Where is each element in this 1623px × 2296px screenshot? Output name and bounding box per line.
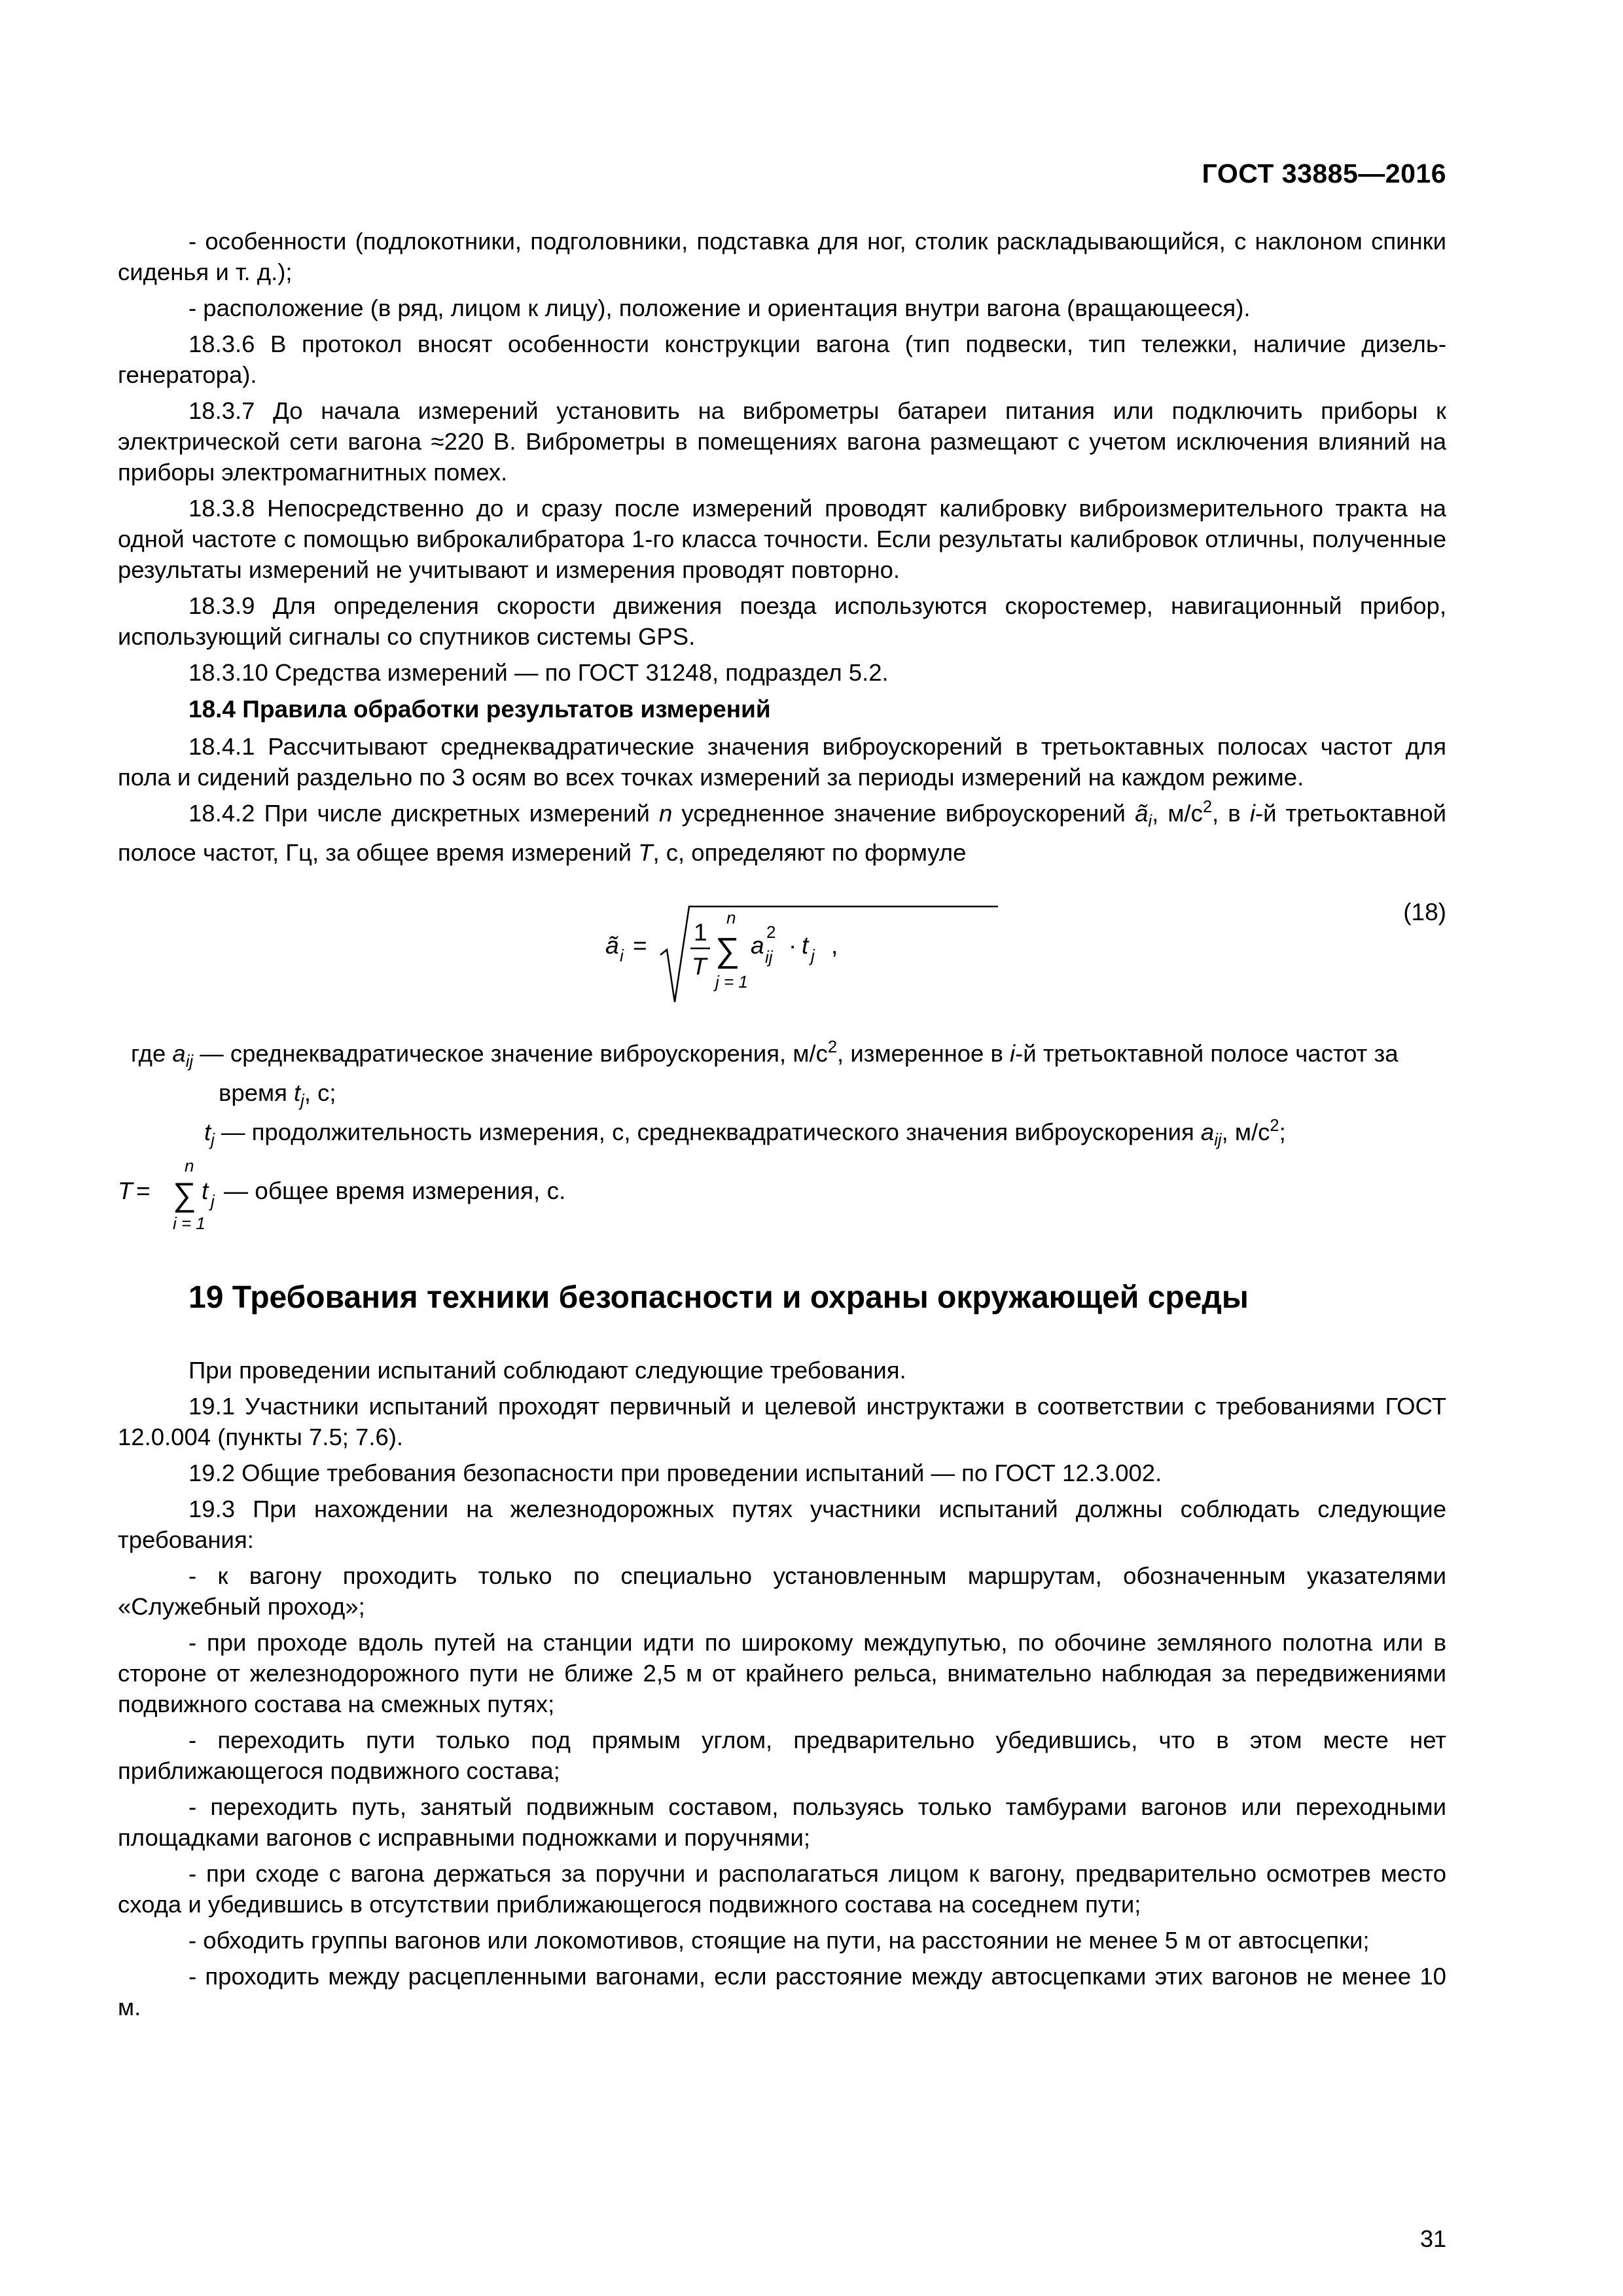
- paragraph-18-3-9: 18.3.9 Для определения скорости движения поезда используются скоростемер, навигационный прибор, использующий сигналы со спутников системы GPS.: [118, 592, 1446, 650]
- paragraph-18-3-10: 18.3.10 Средства измерений — по ГОСТ 31248, подраздел 5.2.: [188, 659, 889, 686]
- total-time-text: — общее время измерения, с.: [224, 1177, 566, 1204]
- definition-aij: где $a_{ij}$ — среднеквадратическое значение виброускорения, $м/с^2$, измеренное в i-й третьоктавной полосе частот за время $t_j$, с;: [131, 1038, 1399, 1110]
- paragraph-19-3: 19.3 При нахождении на железнодорожных путях участники испытаний должны соблюдать следующие требования:: [118, 1496, 1446, 1553]
- total-t-sub: j: [211, 1191, 215, 1211]
- paragraph-18-3-8: 18.3.8 Непосредственно до и сразу после измерений проводят калибровку виброизмерительного тракта на одной частоте с помощью виброкалибратора 1-го класса точности. Если результаты калибровок отличны, полученные результаты измерений не учитывают и измерения проводят повторно.: [118, 495, 1446, 583]
- list-item: - переходить путь, занятый подвижным составом, пользуясь только тамбурами вагонов или переходными площадками вагонов с исправными подножками и поручнями;: [118, 1793, 1446, 1851]
- formula-term-sub: ij: [765, 947, 773, 967]
- rms-formula: [605, 897, 1011, 1012]
- formula-dot: ·: [789, 932, 797, 959]
- total-time-formula: [118, 1158, 707, 1230]
- formula-equals: =: [633, 932, 647, 959]
- list-item: - к вагону проходить только по специально установленным маршрутам, обозначенным указателями «Служебный проход»;: [118, 1562, 1446, 1620]
- paragraph-18-3-7: 18.3.7 До начала измерений установить на виброметры батареи питания или подключить приборы к электрической сети вагона ≈220 В. Виброметры в помещениях вагона размещают с учетом исключения влияний на приборы электромагнитных помех.: [118, 397, 1446, 486]
- list-item: - переходить пути только под прямым углом, предварительно убедившись, что в этом месте нет приближающегося подвижного состава;: [118, 1727, 1446, 1784]
- list-item: - при сходе с вагона держаться за поручни и располагаться лицом к вагону, предварительно осмотрев место схода и убедившись в отсутствии приближающегося подвижного состава на соседнем пути;: [118, 1860, 1446, 1918]
- paragraph: При проведении испытаний соблюдают следующие требования.: [188, 1357, 906, 1384]
- paragraph-19-2: 19.2 Общие требования безопасности при проведении испытаний — по ГОСТ 12.3.002.: [188, 1460, 1162, 1486]
- list-item: - проходить между расцепленными вагонами, если расстояние между автосцепками этих вагонов не менее 10 м.: [118, 1963, 1446, 2020]
- paragraph: - особенности (подлокотники, подголовники, подставка для ног, столик раскладывающийся, с наклоном спинки сиденья и т. д.);: [118, 228, 1446, 285]
- formula-t-sub: j: [811, 946, 815, 965]
- equation-number: (18): [1403, 899, 1446, 925]
- paragraph: - расположение (в ряд, лицом к лицу), положение и ориентация внутри вагона (вращающееся).: [188, 295, 1251, 321]
- document-body: [118, 226, 1446, 2028]
- section-18-4-heading: 18.4 Правила обработки результатов измерений: [188, 696, 771, 723]
- total-sum-lower: i = 1: [173, 1213, 205, 1230]
- formula-frac-num: 1: [694, 919, 707, 946]
- total-sum-upper: n: [185, 1158, 194, 1175]
- formula-lhs: ã: [605, 932, 619, 959]
- formula-t: t: [802, 932, 809, 959]
- formula-term: a: [751, 932, 764, 959]
- total-t: t: [202, 1177, 209, 1204]
- total-sigma: ∑: [173, 1176, 196, 1213]
- list-item: - обходить группы вагонов или локомотивов, стоящие на пути, на расстоянии не менее 5 м от автосцепки;: [188, 1927, 1370, 1954]
- total-time-T: T: [118, 1177, 133, 1204]
- sum-upper-limit: n: [726, 908, 736, 927]
- formula-comma: ,: [831, 932, 838, 959]
- formula-frac-den: T: [692, 953, 707, 980]
- sum-lower-limit: j = 1: [715, 972, 748, 992]
- paragraph-18-3-6: 18.3.6 В протокол вносят особенности конструкции вагона (тип подвески, тип тележки, наличие дизель-генератора).: [118, 331, 1446, 388]
- sigma-symbol: ∑: [715, 931, 740, 969]
- formula-term-sup: 2: [766, 922, 776, 942]
- list-item: - при проходе вдоль путей на станции идти по широкому междупутью, по обочине земляного полотна или в стороне от железнодорожного пути не ближе 2,5 м от крайнего рельса, внимательно наблюдая за передвижениями подвижного состава на смежных путях;: [118, 1629, 1446, 1717]
- definition-T: [118, 1158, 1446, 1230]
- formula-18: [118, 897, 1446, 1012]
- sqrt-radical: [660, 906, 998, 1002]
- document-number-header: ГОСТ 33885—2016: [1202, 158, 1446, 188]
- paragraph-18-4-1: 18.4.1 Рассчитывают среднеквадратические значения виброускорений в третьоктавных полосах частот для пола и сидений раздельно по 3 осям во всех точках измерений за периоды измерений на каждом режиме.: [118, 733, 1446, 791]
- formula-definitions: [118, 1038, 1446, 1230]
- formula-lhs-sub: i: [620, 946, 624, 965]
- page-number: 31: [1419, 2225, 1446, 2252]
- paragraph-18-4-2: 18.4.2 При числе дискретных измерений n усредненное значение виброускорений $ã_i$, $м/с^2$, в i-й третьоктавной полосе частот, Гц, за общее время измерений T, с, определяют по формуле: [118, 798, 1446, 866]
- total-time-equals: =: [136, 1177, 151, 1204]
- paragraph-19-1: 19.1 Участники испытаний проходят первичный и целевой инструктажи в соответствии с требованиями ГОСТ 12.0.004 (пункты 7.5; 7.6).: [118, 1393, 1446, 1450]
- section-19-heading: 19 Требования техники безопасности и охраны окружающей среды: [188, 1280, 1249, 1315]
- definition-tj: $t_j$ — продолжительность измерения, с, среднеквадратического значения виброускорения $a_{ij}$, $м/с^2$;: [204, 1117, 1286, 1149]
